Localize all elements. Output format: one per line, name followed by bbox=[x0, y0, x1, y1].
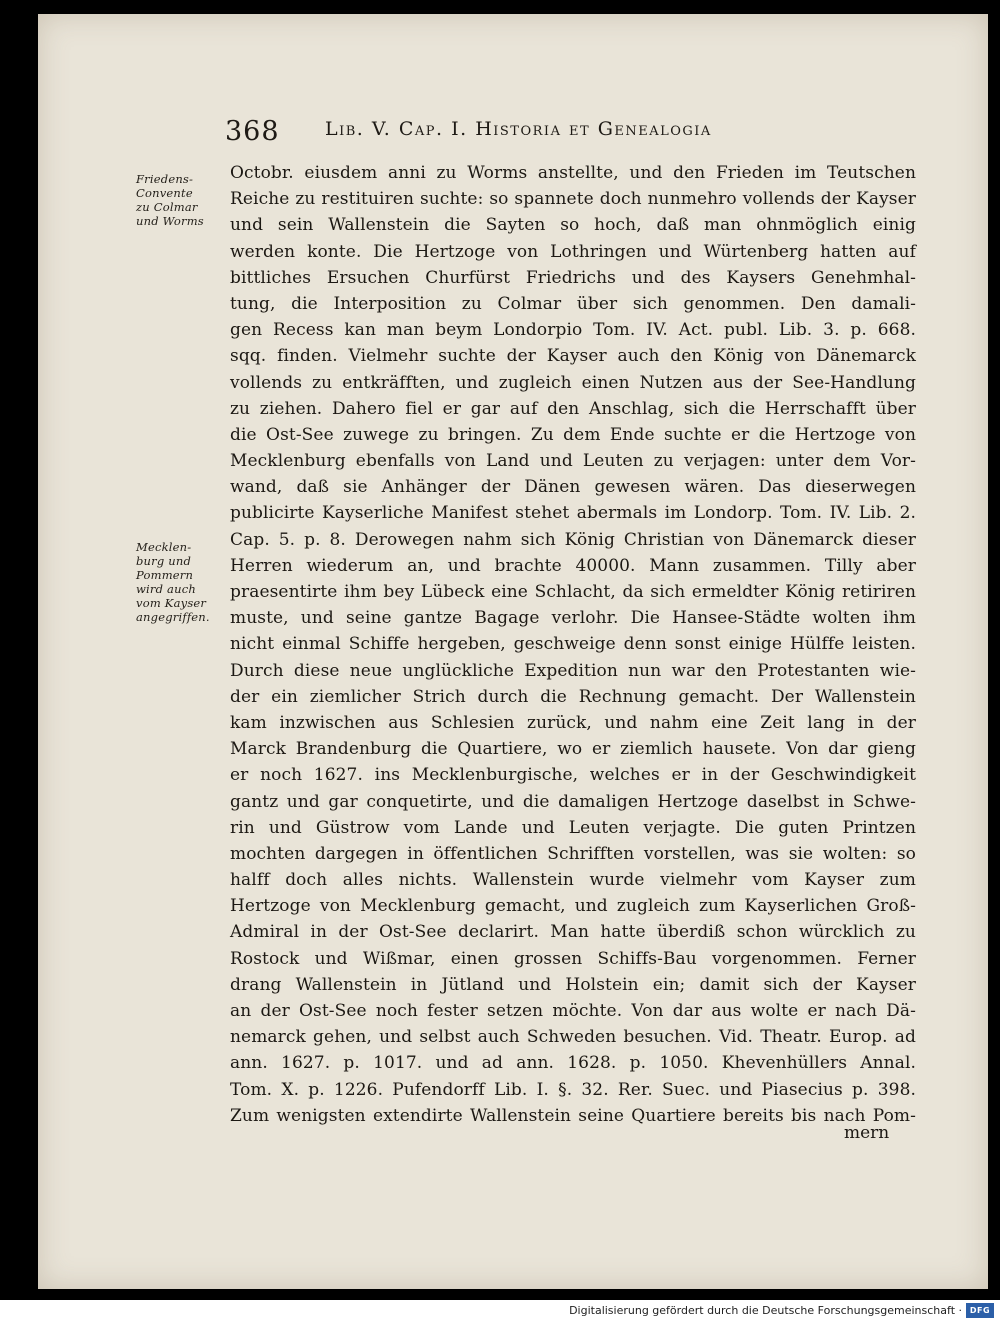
margin-note-mecklenburg bbox=[136, 540, 228, 624]
catchword: mern bbox=[844, 1123, 890, 1143]
text-line: Tom. X. p. 1226. Pufendorff Lib. I. §. 32. Rer. Suec. und Piasecius p. 398. bbox=[230, 1079, 916, 1100]
text-line: Mecklenburg ebenfalls von Land und Leuten zu verjagen: unter dem Vor- bbox=[230, 451, 916, 472]
text-line: tung, die Interposition zu Colmar über sich genommen. Den damali- bbox=[230, 293, 916, 314]
margin-note-line: angegriffen. bbox=[136, 610, 210, 624]
text-line: vollends zu entkräfften, und zugleich einen Nutzen aus der See-Handlung bbox=[230, 372, 916, 393]
text-line: drang Wallenstein in Jütland und Holstein ein; damit sich der Kayser bbox=[230, 974, 916, 995]
text-line: Octobr. eiusdem anni zu Worms anstellte, und den Frieden im Teutschen bbox=[230, 163, 916, 183]
margin-note-line: burg und bbox=[136, 554, 192, 568]
text-line: Cap. 5. p. 8. Derowegen nahm sich König Christian von Dänemarck dieser bbox=[230, 529, 916, 550]
text-line: Durch diese neue unglückliche Expedition nun war den Protestanten wie- bbox=[230, 660, 916, 681]
funding-credit: Digitalisierung gefördert durch die Deutsche Forschungsgemeinschaft · bbox=[569, 1304, 962, 1317]
margin-note-line: zu Colmar bbox=[136, 200, 198, 214]
text-line: kam inzwischen aus Schlesien zurück, und nahm eine Zeit lang in der bbox=[230, 712, 916, 733]
margin-note-colmar-worms bbox=[136, 172, 228, 228]
margin-note-line: Convente bbox=[136, 186, 193, 200]
text-line: wand, daß sie Anhänger der Dänen gewesen wären. Das dieserwegen bbox=[230, 477, 916, 498]
margin-note-line: Friedens- bbox=[136, 172, 194, 186]
digitization-footer bbox=[0, 1300, 1000, 1323]
text-line: Zum wenigsten extendirte Wallenstein seine Quartiere bereits bis nach Pom- bbox=[230, 1105, 916, 1126]
text-line: mochten dargegen in öffentlichen Schrifften vorstellen, was sie wolten: so bbox=[230, 843, 916, 864]
text-line: publicirte Kayserliche Manifest stehet abermals im Londorp. Tom. IV. Lib. 2. bbox=[230, 503, 916, 524]
text-line: bittliches Ersuchen Churfürst Friedrichs und des Kaysers Genehmhal- bbox=[230, 267, 916, 288]
page-number: 368 bbox=[225, 116, 280, 147]
text-line: der ein ziemlicher Strich durch die Rechnung gemacht. Der Wallenstein bbox=[230, 686, 916, 707]
text-line: sqq. finden. Vielmehr suchte der Kayser auch den König von Dänemarck bbox=[230, 346, 916, 367]
margin-note-line: und Worms bbox=[136, 214, 204, 228]
text-line: Rostock und Wißmar, einen grossen Schiffs-Bau vorgenommen. Ferner bbox=[230, 948, 916, 969]
text-line: Herren wiederum an, und brachte 40000. Mann zusammen. Tilly aber bbox=[230, 555, 916, 576]
text-line: Reiche zu restituiren suchte: so spannete doch nunmehro vollends der Kayser bbox=[230, 189, 916, 210]
text-line: halff doch alles nichts. Wallenstein wurde vielmehr vom Kayser zum bbox=[230, 870, 916, 891]
text-line: nicht einmal Schiffe hergeben, geschweige denn sonst einige Hülffe leisten. bbox=[230, 634, 916, 655]
text-line: gen Recess kan man beym Londorpio Tom. IV. Act. publ. Lib. 3. p. 668. bbox=[230, 320, 916, 341]
text-line: praesentirte ihm bey Lübeck eine Schlacht, da sich ermeldter König retiriren bbox=[230, 582, 916, 602]
text-line: gantz und gar conquetirte, und die damaligen Hertzoge daselbst in Schwe- bbox=[230, 791, 916, 812]
page-header bbox=[225, 116, 825, 146]
margin-note-line: vom Kayser bbox=[136, 596, 207, 610]
margin-note-line: Mecklen- bbox=[136, 540, 192, 554]
text-line: rin und Güstrow vom Lande und Leuten verjagte. Die guten Printzen bbox=[230, 817, 916, 838]
text-line: Marck Brandenburg die Quartiere, wo er ziemlich hausete. Von dar gieng bbox=[230, 739, 916, 760]
dfg-logo: DFG bbox=[966, 1303, 994, 1318]
text-line: er noch 1627. ins Mecklenburgische, welches er in der Geschwindigkeit bbox=[230, 765, 916, 786]
text-line: und sein Wallenstein die Sayten so hoch, daß man ohnmöglich einig bbox=[230, 215, 916, 236]
margin-note-line: Pommern bbox=[136, 568, 194, 582]
text-line: ann. 1627. p. 1017. und ad ann. 1628. p. 1050. Khevenhüllers Annal. bbox=[230, 1053, 916, 1074]
margin-note-line: wird auch bbox=[136, 582, 196, 596]
text-line: die Ost-See zuwege zu bringen. Zu dem Ende suchte er die Hertzoge von bbox=[230, 424, 916, 445]
text-line: muste, und seine gantze Bagage verlohr. Die Hansee-Städte wolten ihm bbox=[230, 608, 916, 629]
text-line: nemarck gehen, und selbst auch Schweden besuchen. Vid. Theatr. Europ. ad bbox=[230, 1027, 916, 1048]
text-line: zu ziehen. Dahero fiel er gar auf den Anschlag, sich die Herrschafft über bbox=[230, 398, 916, 419]
text-line: werden konte. Die Hertzoge von Lothringen und Würtenberg hatten auf bbox=[230, 241, 916, 262]
text-line: an der Ost-See noch fester setzen möchte. Von dar aus wolte er nach Dä- bbox=[230, 1001, 916, 1021]
body-text bbox=[230, 160, 916, 1129]
text-line: Admiral in der Ost-See declarirt. Man hatte überdiß schon würcklich zu bbox=[230, 922, 916, 943]
text-line: Hertzoge von Mecklenburg gemacht, und zugleich zum Kayserlichen Groß- bbox=[230, 896, 916, 917]
running-title: Lib. V. Cap. I. Historia et Genealogia bbox=[325, 118, 712, 140]
